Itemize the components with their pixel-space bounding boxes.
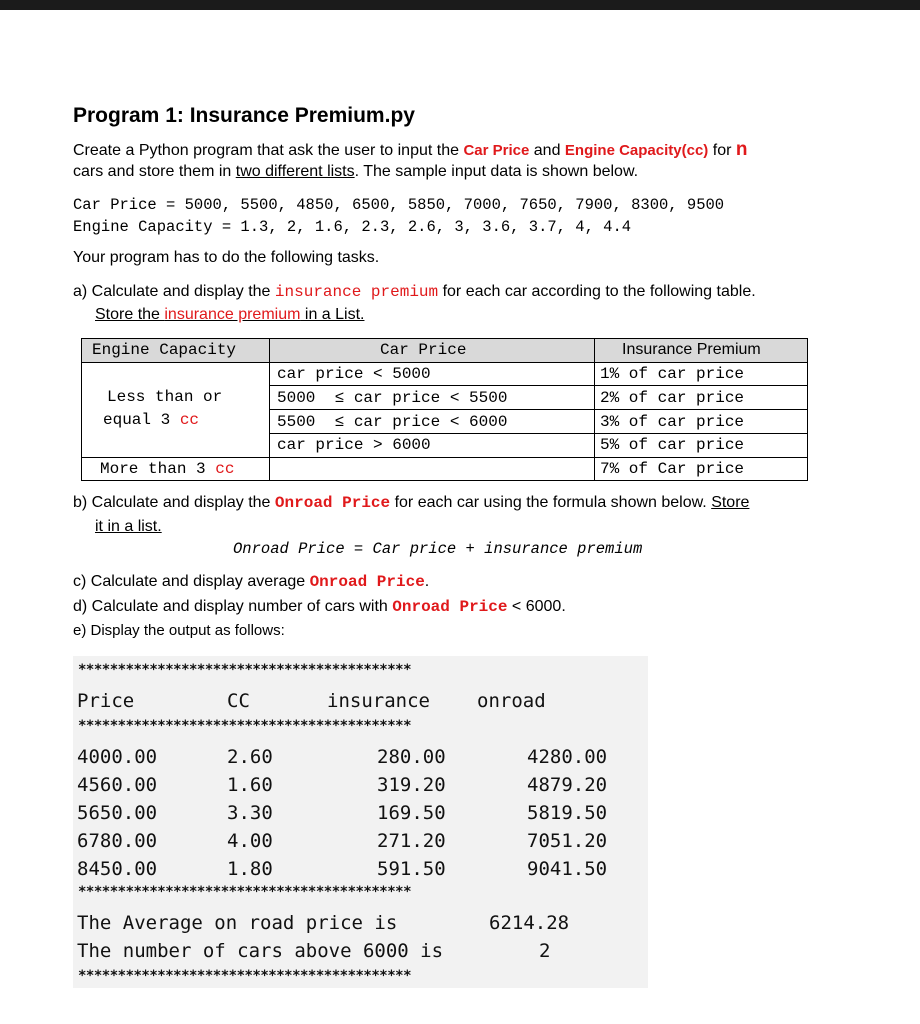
task-c-text: . <box>424 573 430 590</box>
table-divider <box>82 362 807 363</box>
intro-text: . The sample input data is shown below. <box>354 163 639 180</box>
task-d-text: d) Calculate and display number of cars with <box>73 598 393 615</box>
output-cc: 1.60 <box>227 774 273 796</box>
insurance-premium-term: insurance premium <box>164 306 301 323</box>
task-a-text: a) Calculate and display the <box>73 283 275 300</box>
intro-text: cars and store them in <box>73 163 236 180</box>
average-label: The Average on road price is <box>77 912 398 934</box>
average-value: 6214.28 <box>489 912 570 934</box>
engine-group-1-text: equal 3 <box>103 411 180 429</box>
stars-divider: ****************************************** <box>78 718 412 734</box>
task-c <box>73 573 429 591</box>
insurance-premium-term: insurance premium <box>274 283 439 301</box>
task-d <box>73 598 566 616</box>
store-text: Store <box>711 494 750 511</box>
count-label: The number of cars above 6000 is <box>77 940 444 962</box>
task-e: e) Display the output as follows: <box>73 622 285 639</box>
cc-unit: cc <box>215 460 235 478</box>
header-engine-capacity: Engine Capacity <box>92 341 237 359</box>
output-onroad: 4879.20 <box>527 774 608 796</box>
engine-group-1-line-1: Less than or <box>107 388 223 406</box>
output-insurance: 169.50 <box>377 802 446 824</box>
intro-line-1 <box>73 139 747 161</box>
output-insurance: 319.20 <box>377 774 446 796</box>
output-header-price: Price <box>77 690 135 712</box>
stars-divider: ****************************************** <box>78 968 412 984</box>
stars-divider: ****************************************** <box>78 884 412 900</box>
premium-table <box>81 338 808 481</box>
price-range-2: 5000 ≤ car price < 5500 <box>277 389 508 407</box>
header-car-price: Car Price <box>380 341 467 359</box>
task-a-text: in a List. <box>300 306 365 323</box>
premium-rate-5: 7% of Car price <box>600 460 745 478</box>
output-onroad: 4280.00 <box>527 746 608 768</box>
stars-divider: ****************************************** <box>78 662 412 678</box>
task-a-line-2 <box>95 306 364 324</box>
output-cc: 2.60 <box>227 746 273 768</box>
output-onroad: 9041.50 <box>527 858 608 880</box>
output-header-insurance: insurance <box>327 690 430 712</box>
top-bar <box>0 0 920 10</box>
output-cc: 4.00 <box>227 830 273 852</box>
output-onroad: 5819.50 <box>527 802 608 824</box>
sample-engine-capacity: Engine Capacity = 1.3, 2, 1.6, 2.3, 2.6, 3, 3.6, 3.7, 4, 4.4 <box>73 218 632 236</box>
page-title: Program 1: Insurance Premium.py <box>73 104 415 127</box>
engine-group-2-text: More than 3 <box>100 460 216 478</box>
output-header-cc: CC <box>227 690 250 712</box>
intro-text: and <box>529 142 565 159</box>
output-cc: 3.30 <box>227 802 273 824</box>
output-price: 6780.00 <box>77 830 158 852</box>
output-price: 8450.00 <box>77 858 158 880</box>
count-value: 2 <box>539 940 551 962</box>
output-insurance: 591.50 <box>377 858 446 880</box>
tasks-intro: Your program has to do the following tasks. <box>73 249 380 266</box>
premium-rate-4: 5% of car price <box>600 436 745 454</box>
task-a-text: Store the <box>95 306 165 323</box>
engine-group-2 <box>100 460 234 478</box>
premium-rate-3: 3% of car price <box>600 413 745 431</box>
intro-text: Create a Python program that ask the user to input the <box>73 142 464 159</box>
task-a-line-1 <box>73 283 756 301</box>
task-d-text: < 6000. <box>507 598 566 615</box>
task-a-text: for each car according to the following table. <box>438 283 756 300</box>
output-cc: 1.80 <box>227 858 273 880</box>
cc-unit: cc <box>179 411 200 429</box>
table-divider <box>270 409 807 410</box>
premium-rate-2: 2% of car price <box>600 389 745 407</box>
intro-line-2 <box>73 163 638 181</box>
task-c-text: c) Calculate and display average <box>73 573 310 590</box>
table-divider <box>270 385 807 386</box>
task-b-line-1 <box>73 494 749 512</box>
output-onroad: 7051.20 <box>527 830 608 852</box>
output-insurance: 280.00 <box>377 746 446 768</box>
intro-text: for <box>708 142 736 159</box>
output-insurance: 271.20 <box>377 830 446 852</box>
output-header-onroad: onroad <box>477 690 546 712</box>
price-range-3: 5500 ≤ car price < 6000 <box>277 413 508 431</box>
onroad-formula: Onroad Price = Car price + insurance premium <box>233 540 643 558</box>
car-price-term: Car Price <box>463 142 530 159</box>
n-term: n <box>735 139 748 160</box>
two-lists-text: two different lists <box>235 163 355 180</box>
engine-group-1-line-2 <box>103 411 199 429</box>
task-b-text: for each car using the formula shown below. <box>390 494 712 511</box>
output-price: 4560.00 <box>77 774 158 796</box>
onroad-price-term: Onroad Price <box>309 573 425 591</box>
sample-car-price: Car Price = 5000, 5500, 4850, 6500, 5850, 7000, 7650, 7900, 8300, 9500 <box>73 196 725 214</box>
task-b-line-2: it in a list. <box>95 518 162 535</box>
table-divider <box>82 457 807 458</box>
output-price: 4000.00 <box>77 746 158 768</box>
price-range-4: car price > 6000 <box>277 436 431 454</box>
output-price: 5650.00 <box>77 802 158 824</box>
header-insurance-premium: Insurance Premium <box>622 341 761 358</box>
table-divider <box>270 433 807 434</box>
premium-rate-1: 1% of car price <box>600 365 745 383</box>
engine-capacity-term: Engine Capacity(cc) <box>564 142 709 159</box>
onroad-price-term: Onroad Price <box>392 598 508 616</box>
sample-output <box>73 656 648 988</box>
task-b-text: b) Calculate and display the <box>73 494 275 511</box>
price-range-1: car price < 5000 <box>277 365 431 383</box>
onroad-price-term: Onroad Price <box>274 494 391 512</box>
